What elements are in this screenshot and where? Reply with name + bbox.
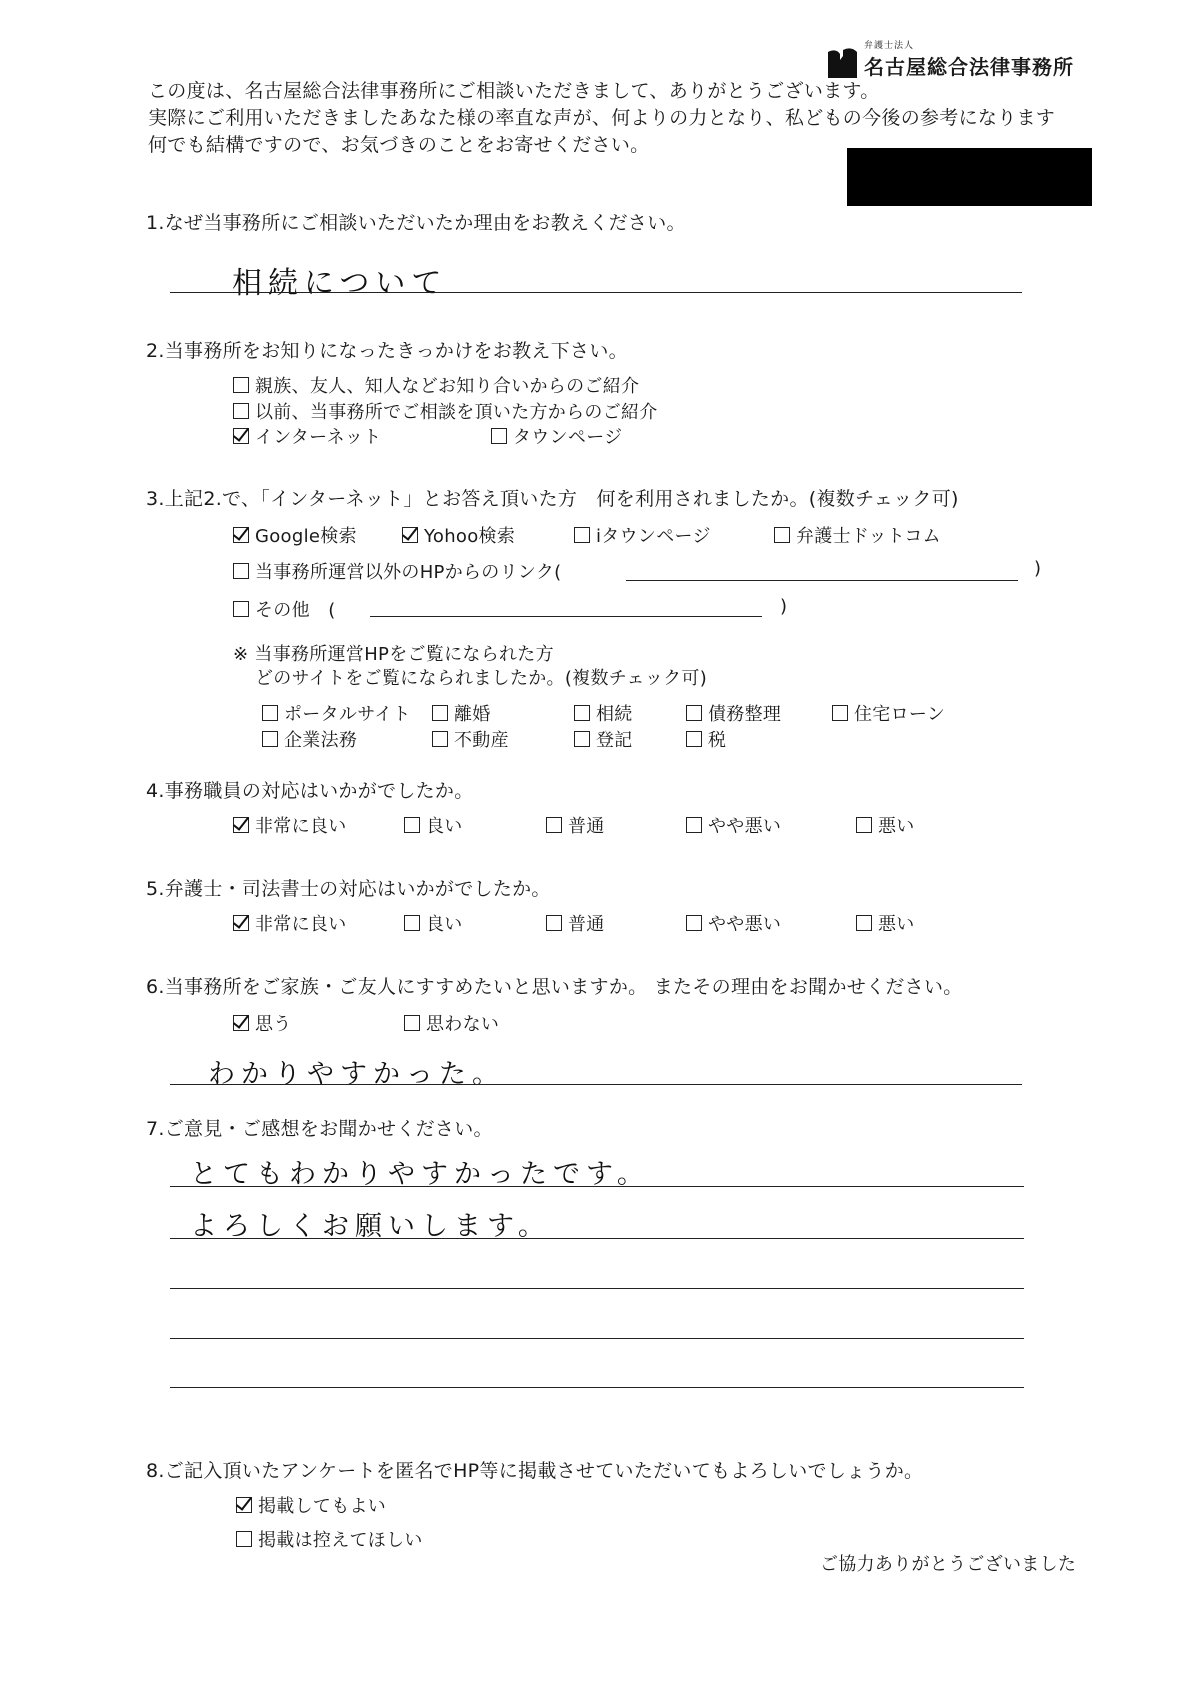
q3-option-itownpage[interactable]	[574, 522, 711, 548]
q2-option-previous-client-checkbox[interactable]	[233, 403, 249, 419]
intro-line-3: 何でも結構ですので、お気づきのことをお寄せください。	[148, 134, 650, 156]
q2-option-internet-label: インターネット	[255, 427, 382, 448]
q4-option-bad[interactable]	[856, 812, 915, 838]
q3-option-google[interactable]	[233, 522, 357, 548]
q1-answer-line	[170, 292, 1022, 293]
q7-line-1	[170, 1186, 1024, 1187]
q2-option-townpage-checkbox[interactable]	[491, 428, 507, 444]
q7-line-5	[170, 1387, 1024, 1388]
q3-note-line-1: ※ 当事務所運営HPをご覧になられた方	[233, 644, 554, 665]
q7-question: 7.ご意見・ご感想をお聞かせください。	[146, 1118, 493, 1140]
q3-site-housing-loan-label: 住宅ローン	[854, 704, 946, 725]
q7-answer-line-2: よろしくお願いします。	[190, 1211, 551, 1242]
q3-site-housing-loan-checkbox[interactable]	[832, 705, 848, 721]
q3-option-bengoshi-dotcom[interactable]	[774, 522, 941, 548]
footer-thanks: ご協力ありがとうございました	[820, 1554, 1077, 1575]
q2-option-townpage-label: タウンページ	[513, 427, 623, 448]
q3-option-bengoshi-dotcom-checkbox[interactable]	[774, 527, 790, 543]
q4-option-normal[interactable]	[546, 812, 605, 838]
intro-line-2: 実際にご利用いただきましたあなた様の率直な声が、何よりの力となり、私どもの今後の参考になります	[148, 107, 1056, 129]
q5-option-very-good-checkbox[interactable]	[233, 915, 249, 931]
q5-option-very-good[interactable]	[233, 910, 347, 936]
intro-line-1: この度は、名古屋総合法律事務所にご相談いただきまして、ありがとうございます。	[148, 80, 880, 102]
q3-external-link-paren-close: )	[1034, 558, 1042, 579]
q8-option-allow-checkbox[interactable]	[236, 1497, 252, 1513]
q2-option-internet-checkbox[interactable]	[233, 428, 249, 444]
q3-site-divorce-checkbox[interactable]	[432, 705, 448, 721]
q3-site-tax[interactable]	[686, 726, 726, 752]
q3-site-real-estate-checkbox[interactable]	[432, 731, 448, 747]
q4-option-bad-checkbox[interactable]	[856, 817, 872, 833]
q5-option-normal[interactable]	[546, 910, 605, 936]
q2-option-acquaintance-label: 親族、友人、知人などお知り合いからのご紹介	[255, 376, 640, 397]
q5-option-somewhat-bad-checkbox[interactable]	[686, 915, 702, 931]
q3-site-inheritance-label: 相続	[596, 704, 633, 725]
q1-answer: 相続について	[232, 266, 448, 301]
q3-option-itownpage-checkbox[interactable]	[574, 527, 590, 543]
q3-site-inheritance-checkbox[interactable]	[574, 705, 590, 721]
q2-question: 2.当事務所をお知りになったきっかけをお教え下さい。	[146, 340, 628, 362]
q3-site-registration-checkbox[interactable]	[574, 731, 590, 747]
q2-option-acquaintance[interactable]	[233, 372, 639, 398]
q3-other-paren-close: )	[780, 596, 788, 617]
q6-option-yes[interactable]	[233, 1010, 292, 1036]
q6-option-yes-label: 思う	[255, 1014, 292, 1035]
q6-option-no[interactable]	[404, 1010, 499, 1036]
q5-option-very-good-label: 非常に良い	[255, 914, 347, 935]
q5-option-normal-checkbox[interactable]	[546, 915, 562, 931]
q6-option-no-checkbox[interactable]	[404, 1015, 420, 1031]
q3-site-real-estate-label: 不動産	[454, 730, 509, 751]
q5-option-somewhat-bad-label: やや悪い	[708, 914, 782, 935]
q1-question: 1.なぜ当事務所にご相談いただいたか理由をお教えください。	[146, 212, 686, 234]
q3-site-debt-label: 債務整理	[708, 704, 782, 725]
q3-option-external-link[interactable]	[233, 558, 561, 584]
firm-emblem-icon	[826, 46, 860, 80]
q5-option-bad[interactable]	[856, 910, 915, 936]
q7-line-4	[170, 1338, 1024, 1339]
q8-option-allow-label: 掲載してもよい	[258, 1496, 387, 1517]
q4-option-good[interactable]	[404, 812, 463, 838]
q7-line-2	[170, 1238, 1024, 1239]
q8-option-decline-checkbox[interactable]	[236, 1531, 252, 1547]
q3-site-corporate[interactable]	[262, 726, 357, 752]
q3-option-google-label: Google検索	[255, 526, 357, 547]
q4-option-bad-label: 悪い	[878, 816, 915, 837]
q3-option-google-checkbox[interactable]	[233, 527, 249, 543]
q5-option-good-checkbox[interactable]	[404, 915, 420, 931]
q4-option-very-good-label: 非常に良い	[255, 816, 347, 837]
q3-option-yahoo-checkbox[interactable]	[402, 527, 418, 543]
q3-other-input-line[interactable]	[370, 616, 762, 617]
q5-option-somewhat-bad[interactable]	[686, 910, 781, 936]
redacted-block	[847, 148, 1092, 206]
q3-option-yahoo[interactable]	[402, 522, 515, 548]
firm-logo	[826, 38, 1074, 80]
q3-option-external-link-checkbox[interactable]	[233, 563, 249, 579]
q3-site-portal-checkbox[interactable]	[262, 705, 278, 721]
q3-option-other-label: その他 (	[255, 600, 336, 621]
q3-site-tax-label: 税	[708, 730, 727, 751]
q5-question: 5.弁護士・司法書士の対応はいかがでしたか。	[146, 878, 551, 900]
q4-option-normal-label: 普通	[568, 816, 605, 837]
q7-line-3	[170, 1288, 1024, 1289]
q2-option-acquaintance-checkbox[interactable]	[233, 377, 249, 393]
q5-option-good-label: 良い	[426, 914, 463, 935]
q4-option-very-good-checkbox[interactable]	[233, 817, 249, 833]
q6-option-no-label: 思わない	[426, 1014, 500, 1035]
firm-name: 名古屋総合法律事務所	[864, 55, 1074, 79]
q3-site-divorce[interactable]	[432, 700, 491, 726]
q3-site-inheritance[interactable]	[574, 700, 633, 726]
q4-option-normal-checkbox[interactable]	[546, 817, 562, 833]
q3-site-real-estate[interactable]	[432, 726, 509, 752]
q2-option-previous-client-label: 以前、当事務所でご相談を頂いた方からのご紹介	[255, 402, 658, 423]
q5-option-bad-checkbox[interactable]	[856, 915, 872, 931]
q4-option-good-checkbox[interactable]	[404, 817, 420, 833]
q3-site-portal[interactable]	[262, 700, 411, 726]
q3-site-divorce-label: 離婚	[454, 704, 491, 725]
q3-site-portal-label: ポータルサイト	[284, 704, 411, 725]
q3-site-debt[interactable]	[686, 700, 781, 726]
q3-option-other-checkbox[interactable]	[233, 601, 249, 617]
q4-option-good-label: 良い	[426, 816, 463, 837]
q4-option-somewhat-bad-checkbox[interactable]	[686, 817, 702, 833]
q3-question: 3.上記2.で、「インターネット」とお答え頂いた方 何を利用されましたか。(複数チェック可)	[146, 488, 959, 510]
q6-answer: わかりやすかった。	[208, 1059, 505, 1090]
firm-logo-caption: 弁護士法人	[864, 41, 915, 51]
q4-question: 4.事務職員の対応はいかがでしたか。	[146, 780, 474, 802]
q8-option-decline-label: 掲載は控えてほしい	[258, 1530, 423, 1551]
q8-option-allow[interactable]	[236, 1492, 386, 1518]
q2-option-internet[interactable]	[233, 423, 381, 449]
q8-question: 8.ご記入頂いたアンケートを匿名でHP等に掲載させていただいてもよろしいでしょうか。	[146, 1460, 924, 1482]
q3-site-corporate-checkbox[interactable]	[262, 731, 278, 747]
q6-question: 6.当事務所をご家族・ご友人にすすめたいと思いますか。 またその理由をお聞かせください。	[146, 976, 963, 998]
q6-answer-line	[170, 1084, 1022, 1085]
q3-site-housing-loan[interactable]	[832, 700, 945, 726]
q3-external-link-input-line[interactable]	[626, 580, 1018, 581]
q3-note-line-2: どのサイトをご覧になられましたか。(複数チェック可)	[255, 668, 708, 689]
q3-option-external-link-label: 当事務所運営以外のHPからのリンク(	[255, 562, 562, 583]
q5-option-good[interactable]	[404, 910, 463, 936]
q2-option-townpage[interactable]	[491, 423, 622, 449]
q3-option-itownpage-label: iタウンページ	[596, 526, 711, 547]
q3-site-corporate-label: 企業法務	[284, 730, 358, 751]
q2-option-previous-client[interactable]	[233, 398, 658, 424]
q4-option-very-good[interactable]	[233, 812, 347, 838]
q3-site-debt-checkbox[interactable]	[686, 705, 702, 721]
q3-site-registration-label: 登記	[596, 730, 633, 751]
q3-option-other[interactable]	[233, 596, 336, 622]
q3-option-yahoo-label: Yohoo検索	[424, 526, 516, 547]
q3-site-registration[interactable]	[574, 726, 633, 752]
q3-site-tax-checkbox[interactable]	[686, 731, 702, 747]
q8-option-decline[interactable]	[236, 1526, 423, 1552]
q4-option-somewhat-bad-label: やや悪い	[708, 816, 782, 837]
q4-option-somewhat-bad[interactable]	[686, 812, 781, 838]
q5-option-normal-label: 普通	[568, 914, 605, 935]
q6-option-yes-checkbox[interactable]	[233, 1015, 249, 1031]
q5-option-bad-label: 悪い	[878, 914, 915, 935]
q3-option-bengoshi-dotcom-label: 弁護士ドットコム	[796, 526, 941, 547]
q7-answer-line-1: とてもわかりやすかったです。	[190, 1159, 650, 1190]
